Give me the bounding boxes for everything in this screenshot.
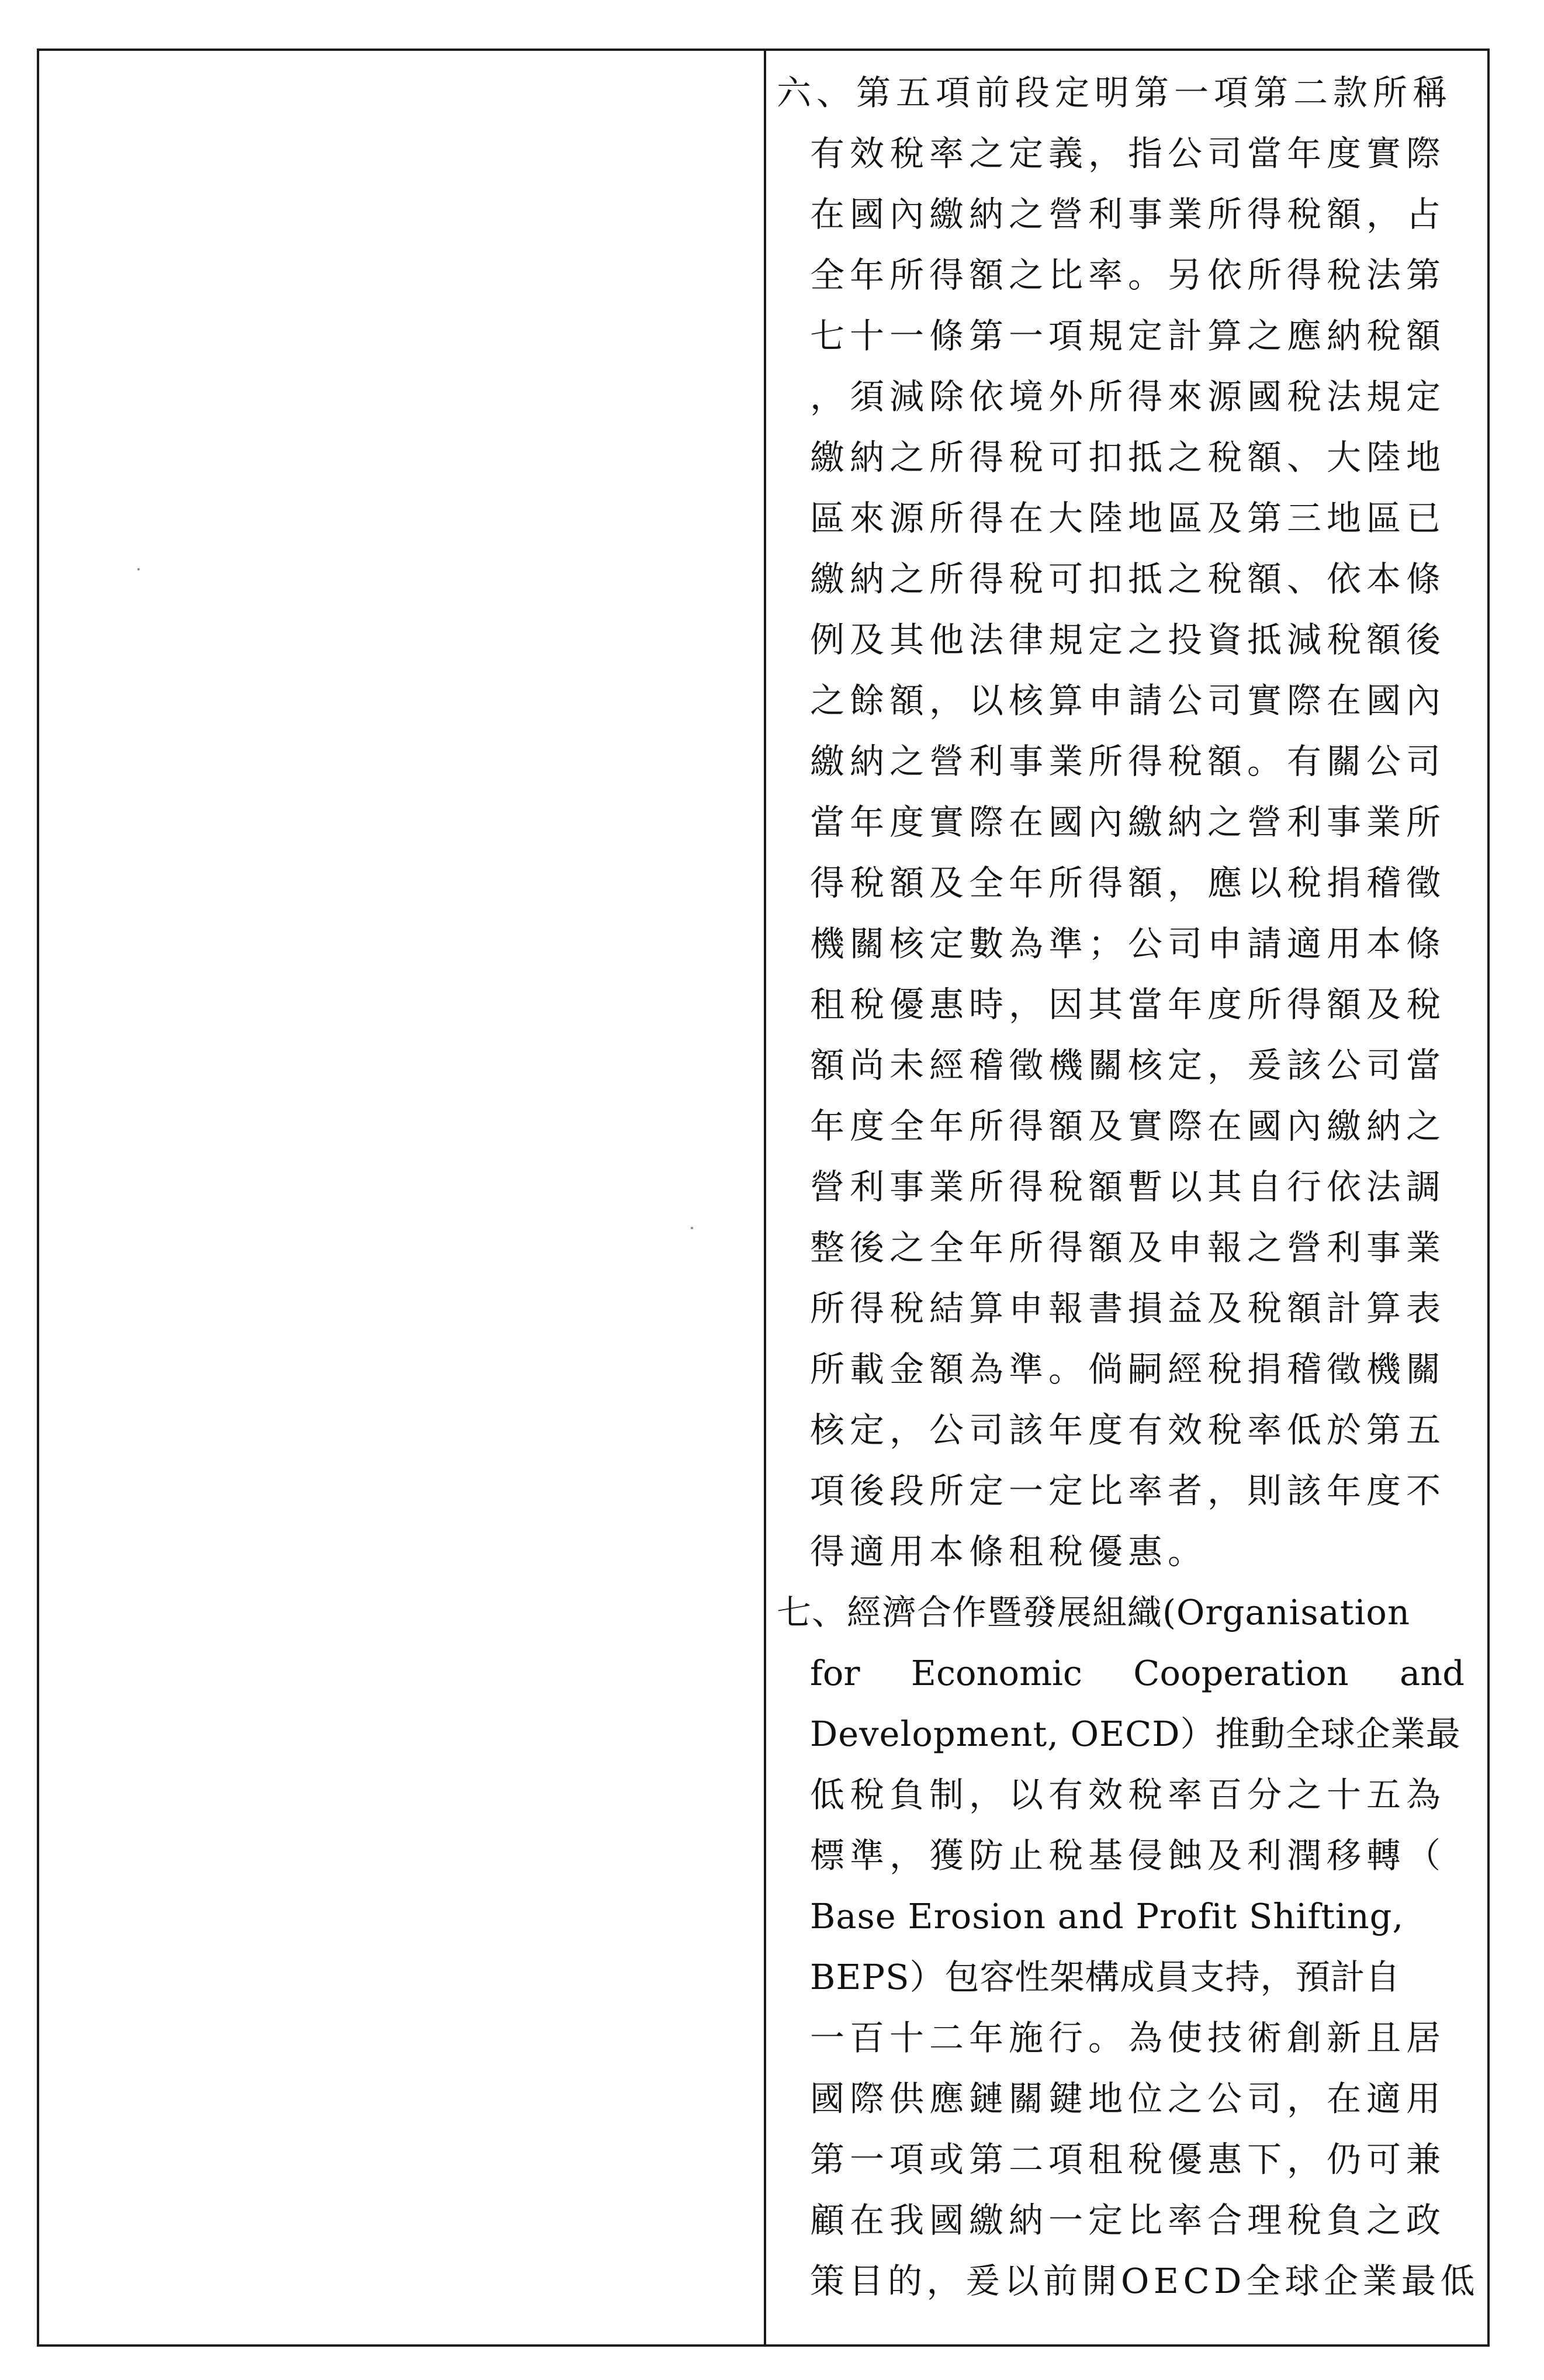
text-line: 得稅額及全年所得額，應以稅捐稽徵	[810, 863, 1446, 903]
text-line: 所載金額為準。倘嗣經稅捐稽徵機關	[810, 1349, 1446, 1389]
text-line: 機關核定數為準；公司申請適用本條	[810, 923, 1446, 964]
text-line: 全年所得額之比率。另依所得稅法第	[810, 255, 1446, 295]
text-line: 租稅優惠時，因其當年度所得額及稅	[810, 984, 1446, 1025]
text-line: Base Erosion and Profit Shifting,	[810, 1896, 1404, 1936]
text-line: 營利事業所得稅額暫以其自行依法調	[810, 1167, 1446, 1207]
text-line: ，須減除依境外所得來源國稅法規定	[810, 376, 1446, 417]
text-line-justified	[810, 1643, 1465, 1704]
text-line: 七十一條第一項規定計算之應納稅額	[810, 316, 1446, 356]
text-line: 第一項或第二項租稅優惠下，仍可兼	[810, 2139, 1446, 2180]
text-line: 有效稅率之定義，指公司當年度實際	[810, 133, 1446, 174]
text-line: 例及其他法律規定之投資抵減稅額後	[810, 620, 1446, 660]
text-line: 項後段所定一定比率者，則該年度不	[810, 1471, 1446, 1511]
text-line: 七、經濟合作暨發展組織(Organisation	[777, 1592, 1410, 1632]
text-line: 整後之全年所得額及申報之營利事業	[810, 1227, 1446, 1268]
text-line: 顧在我國繳納一定比率合理稅負之政	[810, 2200, 1446, 2240]
text-line: 所得稅結算申報書損益及稅額計算表	[810, 1288, 1446, 1329]
text-line: 國際供應鏈關鍵地位之公司，在適用	[810, 2078, 1446, 2119]
text-line: 當年度實際在國內繳納之營利事業所	[810, 802, 1446, 842]
text-line: 繳納之營利事業所得稅額。有關公司	[810, 741, 1446, 781]
left-cell-empty	[39, 51, 764, 2344]
text-line: 低稅負制，以有效稅率百分之十五為	[810, 1774, 1446, 1815]
document-table	[37, 49, 1490, 2347]
text-word: Cooperation	[1133, 1653, 1349, 1693]
text-line: 在國內繳納之營利事業所得稅額，占	[810, 194, 1446, 234]
text-line: 得適用本條租稅優惠。	[810, 1531, 1208, 1572]
scan-speck	[137, 568, 140, 570]
text-line: 年度全年所得額及實際在國內繳納之	[810, 1106, 1446, 1146]
text-word: and	[1400, 1653, 1465, 1693]
text-line: 策目的，爰以前開OECD全球企業最低	[810, 2261, 1479, 2301]
text-line: 六、第五項前段定明第一項第二款所稱	[777, 72, 1453, 113]
scan-speck	[691, 1227, 693, 1229]
text-line: 標準，獲防止稅基侵蝕及利潤移轉（	[810, 1835, 1446, 1876]
text-word: Economic	[911, 1653, 1082, 1693]
text-line: BEPS）包容性架構成員支持，預計自	[810, 1957, 1401, 1997]
text-word: for	[810, 1653, 860, 1693]
text-line: 繳納之所得稅可扣抵之稅額、依本條	[810, 559, 1446, 599]
text-line: 一百十二年施行。為使技術創新且居	[810, 2018, 1446, 2058]
text-line: 之餘額，以核算申請公司實際在國內	[810, 680, 1446, 721]
right-cell-text	[766, 51, 1490, 2344]
text-line: Development, OECD）推動全球企業最	[810, 1714, 1461, 1754]
text-line: 區來源所得在大陸地區及第三地區已	[810, 498, 1446, 538]
text-line: 繳納之所得稅可扣抵之稅額、大陸地	[810, 437, 1446, 478]
text-line: 核定，公司該年度有效稅率低於第五	[810, 1410, 1446, 1450]
text-line: 額尚未經稽徵機關核定，爰該公司當	[810, 1045, 1446, 1085]
